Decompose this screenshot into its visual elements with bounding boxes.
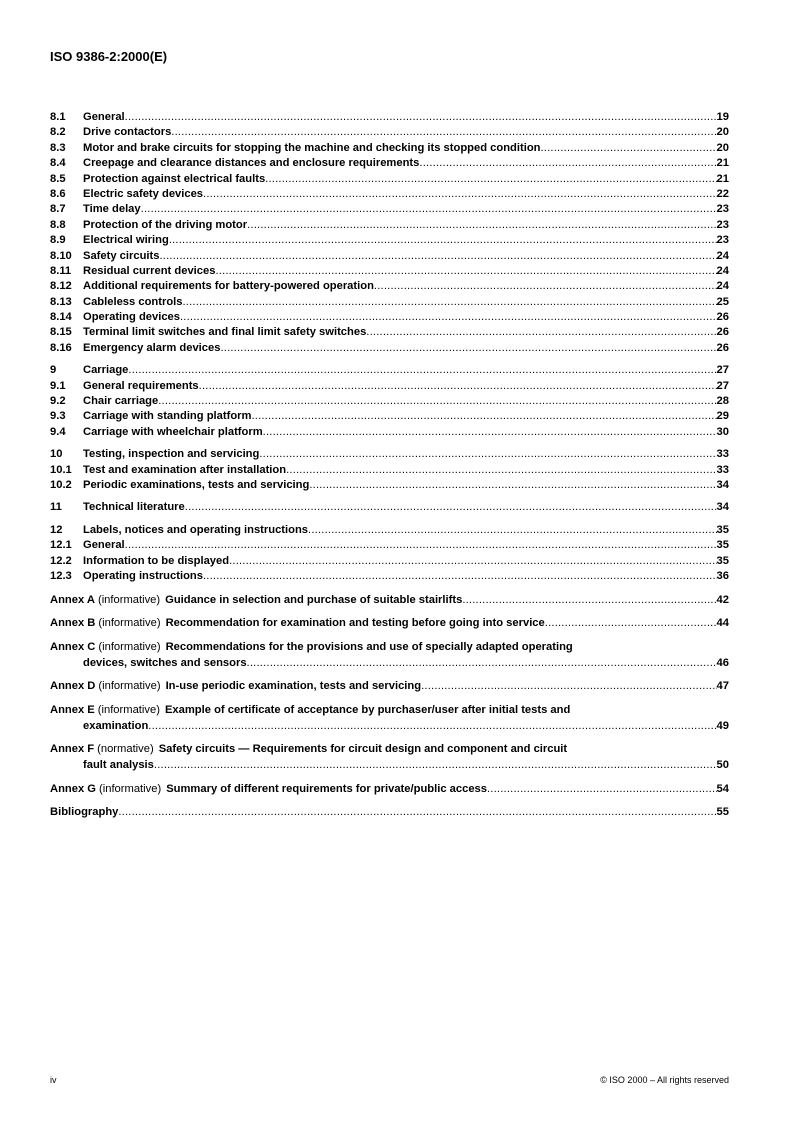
toc-entry-title: Labels, notices and operating instructions <box>83 523 309 536</box>
dot-leader <box>158 394 716 409</box>
toc-entry-title: Emergency alarm devices <box>83 341 221 354</box>
toc-entry-title: Information to be displayed <box>83 554 230 567</box>
dot-leader <box>128 363 716 378</box>
toc-entry-page: 22 <box>716 187 729 200</box>
toc-entry-number: 9 <box>50 364 57 377</box>
toc-entry[interactable] <box>50 156 729 171</box>
annex-label: Annex A <box>50 593 95 606</box>
toc-entry-title: Operating devices <box>83 311 180 324</box>
toc-entry[interactable] <box>50 379 729 394</box>
document-header-title: ISO 9386-2:2000(E) <box>50 49 168 64</box>
toc-entry[interactable] <box>50 463 729 478</box>
dot-leader <box>199 379 717 394</box>
dot-leader <box>247 218 716 233</box>
dot-leader <box>118 804 716 820</box>
toc-entry-page: 27 <box>716 379 729 392</box>
toc-entry-number: 9.3 <box>50 410 66 423</box>
toc-entry[interactable] <box>50 500 729 515</box>
toc-entry-page: 20 <box>716 126 729 139</box>
toc-entry-number: 11 <box>50 501 62 514</box>
dot-leader <box>154 757 717 773</box>
toc-entry-number: 8.16 <box>50 341 72 354</box>
dot-leader <box>419 156 716 171</box>
toc-entry-number: 12.2 <box>50 554 72 567</box>
toc-entry-number: 12 <box>50 523 63 536</box>
toc-entry-title: Creepage and clearance distances and enclosure requirements <box>83 157 420 170</box>
toc-entry-page: 54 <box>716 782 729 795</box>
annex-type: (informative) <box>99 782 162 795</box>
dot-leader <box>185 500 717 515</box>
dot-leader <box>215 264 716 279</box>
toc-entry-line <box>50 678 729 694</box>
toc-entry-page: 35 <box>716 539 729 552</box>
toc-entry[interactable] <box>50 341 729 356</box>
toc-entry-title: Electrical wiring <box>83 234 169 247</box>
toc-entry-title: Protection of the driving motor <box>83 218 248 231</box>
toc-entry-title: Cableless controls <box>83 295 183 308</box>
toc-entry-title: Technical literature <box>83 501 185 514</box>
footer-copyright: © ISO 2000 – All rights reserved <box>600 1075 729 1085</box>
dot-leader <box>125 538 717 553</box>
toc-entry[interactable] <box>50 295 729 310</box>
toc-entry-page: 30 <box>716 425 729 438</box>
toc-entry-page: 33 <box>716 463 729 476</box>
dot-leader <box>148 718 716 734</box>
toc-entry-page: 27 <box>716 364 729 377</box>
toc-entry-title: Safety circuits — Requirements for circuit design and component and circuit <box>158 743 568 756</box>
toc-entry-page: 25 <box>716 295 729 308</box>
toc-entry-title: General requirements <box>83 379 199 392</box>
dot-leader <box>169 233 717 248</box>
toc-entry-title: Periodic examinations, tests and servicing <box>83 478 310 491</box>
toc-entry-number: 8.10 <box>50 249 72 262</box>
toc-entry-number: 9.4 <box>50 425 66 438</box>
dot-leader <box>180 310 717 325</box>
toc-entry[interactable] <box>50 363 729 378</box>
annex-type: (informative) <box>98 617 161 630</box>
toc-entry[interactable] <box>50 264 729 279</box>
toc-bibliography-entry[interactable] <box>50 804 729 820</box>
toc-entry-number: 8.4 <box>50 157 66 170</box>
toc-entry[interactable] <box>50 523 729 538</box>
toc-entry-page: 33 <box>716 448 729 461</box>
toc-annex-entry[interactable] <box>50 781 729 797</box>
toc-entry-page: 23 <box>716 218 729 231</box>
dot-leader <box>308 523 717 538</box>
toc-annex-entry[interactable] <box>50 592 729 608</box>
annex-label: Annex C <box>50 640 96 653</box>
toc-entry-page: 46 <box>716 656 729 669</box>
dot-leader <box>247 655 717 671</box>
toc-entry-page: 21 <box>716 172 729 185</box>
toc-entry-page: 24 <box>716 249 729 262</box>
toc-entry-title: Summary of different requirements for private/public access <box>166 782 487 795</box>
dot-leader <box>141 202 717 217</box>
dot-leader <box>159 249 716 264</box>
toc-entry-title: devices, switches and sensors <box>83 656 247 669</box>
toc-entry-title: Residual current devices <box>83 264 216 277</box>
toc-entry-line <box>50 655 729 671</box>
toc-section-group <box>50 523 729 585</box>
annex-label: Annex D <box>50 680 96 693</box>
table-of-contents <box>50 110 729 820</box>
toc-entry-line <box>50 804 729 820</box>
dot-leader <box>182 295 716 310</box>
toc-entry-page: 42 <box>716 593 729 606</box>
toc-entry-title: Example of certificate of acceptance by purchaser/user after initial tests and <box>164 703 571 716</box>
dot-leader <box>421 678 716 694</box>
toc-entry-number: 8.5 <box>50 172 66 185</box>
toc-section-group <box>50 110 729 356</box>
dot-leader <box>487 781 717 797</box>
toc-entry-title: Test and examination after installation <box>83 463 287 476</box>
toc-entry[interactable] <box>50 325 729 340</box>
toc-entry-line <box>50 718 729 734</box>
toc-entry-page: 47 <box>716 680 729 693</box>
toc-entry[interactable] <box>50 425 729 440</box>
toc-entry-line <box>50 592 729 608</box>
toc-entry-number: 8.12 <box>50 280 72 293</box>
toc-section-group <box>50 363 729 440</box>
toc-entry-page: 24 <box>716 280 729 293</box>
toc-entry[interactable] <box>50 394 729 409</box>
toc-annex-entry[interactable] <box>50 615 729 631</box>
toc-entry-line <box>50 741 729 757</box>
toc-entry-number: 8.2 <box>50 126 66 139</box>
annex-label: Annex G <box>50 782 97 795</box>
toc-entry-page: 23 <box>716 234 729 247</box>
annex-type: (informative) <box>97 593 161 606</box>
toc-entry-number: 8.15 <box>50 326 72 339</box>
toc-entry[interactable] <box>50 110 729 125</box>
toc-entry-line <box>50 639 729 655</box>
toc-entry-number: 9.2 <box>50 395 66 408</box>
toc-entry-page: 20 <box>716 141 729 154</box>
toc-annex-entry[interactable] <box>50 678 729 694</box>
dot-leader <box>374 279 717 294</box>
toc-entry-line <box>50 702 729 718</box>
toc-annex-entry[interactable] <box>50 639 729 671</box>
toc-entry-page: 24 <box>716 264 729 277</box>
toc-entry-title: Guidance in selection and purchase of suitable stairlifts <box>165 593 463 606</box>
toc-annex-entry[interactable] <box>50 702 729 734</box>
toc-entry-page: 21 <box>716 157 729 170</box>
dot-leader <box>366 325 716 340</box>
toc-entry-number: 10 <box>50 448 63 461</box>
toc-entry-page: 26 <box>716 341 729 354</box>
toc-entry-title: General <box>83 111 125 123</box>
toc-entry[interactable] <box>50 478 729 493</box>
toc-section-group <box>50 500 729 515</box>
toc-entry[interactable] <box>50 409 729 424</box>
toc-entry-number: 8.6 <box>50 187 66 200</box>
toc-entry-line <box>50 781 729 797</box>
toc-entry-title: In-use periodic examination, tests and servicing <box>165 680 422 693</box>
toc-entry-page: 44 <box>716 617 729 630</box>
toc-entry-title: General <box>83 539 125 552</box>
toc-entry-page: 29 <box>716 410 729 423</box>
footer-page-number: iv <box>50 1075 57 1085</box>
annex-type: (informative) <box>98 680 161 693</box>
annex-label: Annex E <box>50 703 95 716</box>
toc-entry-title: Carriage with wheelchair platform <box>83 425 263 438</box>
toc-entry[interactable] <box>50 249 729 264</box>
toc-entry-page: 23 <box>716 203 729 216</box>
toc-entry-number: 10.2 <box>50 478 72 491</box>
dot-leader <box>259 447 716 462</box>
toc-entry-line <box>50 615 729 631</box>
dot-leader <box>541 141 717 156</box>
toc-entry-title: examination <box>83 719 149 732</box>
annex-type: (informative) <box>97 703 160 716</box>
toc-entry-page: 49 <box>716 719 729 732</box>
toc-section-group <box>50 447 729 493</box>
toc-entry-page: 55 <box>716 806 729 819</box>
toc-entry-page: 26 <box>716 311 729 324</box>
toc-entry-number: 8.9 <box>50 234 66 247</box>
toc-entry-title: Recommendation for examination and testing before going into service <box>165 617 545 630</box>
toc-entry[interactable] <box>50 187 729 202</box>
toc-entry-title: Electric safety devices <box>83 187 204 200</box>
dot-leader <box>171 125 716 140</box>
toc-entry-title: Drive contactors <box>83 126 172 139</box>
toc-entry-title: Recommendations for the provisions and use of specially adapted operating <box>165 640 573 653</box>
toc-entry-page: 34 <box>716 478 729 491</box>
toc-entry[interactable] <box>50 202 729 217</box>
toc-entry-page: 28 <box>716 395 729 408</box>
toc-entry-page: 34 <box>716 501 729 514</box>
toc-entry-title: Operating instructions <box>83 569 203 582</box>
toc-entry-number: 12.3 <box>50 569 72 582</box>
dot-leader <box>229 554 716 569</box>
toc-entry-title: Motor and brake circuits for stopping the machine and checking its stopped condition <box>83 141 541 154</box>
dot-leader <box>203 569 717 584</box>
dot-leader <box>545 615 717 631</box>
toc-entry-number: 8.11 <box>50 264 72 277</box>
toc-entry-title: Carriage with standing platform <box>83 410 252 423</box>
toc-entry-title: Chair carriage <box>83 395 159 408</box>
dot-leader <box>251 409 716 424</box>
toc-entry-number: 8.13 <box>50 295 72 308</box>
dot-leader <box>220 341 716 356</box>
toc-entry[interactable] <box>50 447 729 462</box>
dot-leader <box>265 172 716 187</box>
toc-entry[interactable] <box>50 218 729 233</box>
dot-leader <box>263 425 717 440</box>
toc-entry-line <box>50 757 729 773</box>
dot-leader <box>462 592 716 608</box>
toc-entry-number: 10.1 <box>50 463 72 476</box>
toc-entry-page: 35 <box>716 554 729 567</box>
toc-entry-title: Testing, inspection and servicing <box>83 448 260 461</box>
toc-entry-title: fault analysis <box>83 759 154 772</box>
annex-label: Annex F <box>50 743 95 756</box>
toc-annex-entry[interactable] <box>50 741 729 773</box>
toc-entry-number: 12.1 <box>50 539 72 552</box>
toc-entry-number: 8.3 <box>50 141 66 154</box>
toc-entry-page: 36 <box>716 569 729 582</box>
toc-entry-title: Safety circuits <box>83 249 160 262</box>
toc-entry-number: 9.1 <box>50 379 66 392</box>
toc-entry-number: 8.7 <box>50 203 66 216</box>
toc-entry-title: Protection against electrical faults <box>83 172 266 185</box>
toc-entry-page: 19 <box>716 111 729 123</box>
dot-leader <box>286 463 716 478</box>
dot-leader <box>125 110 717 125</box>
toc-entry-title: Carriage <box>83 364 129 377</box>
toc-entry[interactable] <box>50 172 729 187</box>
annex-label: Annex B <box>50 617 96 630</box>
toc-entry[interactable] <box>50 125 729 140</box>
toc-entry[interactable] <box>50 233 729 248</box>
toc-entry-title: Additional requirements for battery-powered operation <box>83 280 374 293</box>
toc-entry[interactable] <box>50 569 729 584</box>
toc-entry-number: 8.8 <box>50 218 66 231</box>
toc-entry-number: 8.14 <box>50 311 72 324</box>
dot-leader <box>309 478 716 493</box>
toc-entry[interactable] <box>50 141 729 156</box>
toc-entry-title: Bibliography <box>50 806 119 819</box>
dot-leader <box>203 187 717 202</box>
toc-entry[interactable] <box>50 279 729 294</box>
toc-entry[interactable] <box>50 554 729 569</box>
annex-type: (normative) <box>97 743 154 756</box>
toc-entry-title: Terminal limit switches and final limit safety switches <box>83 326 367 339</box>
toc-entry[interactable] <box>50 310 729 325</box>
toc-entry-page: 35 <box>716 523 729 536</box>
toc-entry-page: 26 <box>716 326 729 339</box>
toc-entry-title: Time delay <box>83 203 141 216</box>
annex-type: (informative) <box>98 640 161 653</box>
toc-entry-number: 8.1 <box>50 111 66 123</box>
toc-entry-page: 50 <box>716 759 729 772</box>
toc-entry[interactable] <box>50 538 729 553</box>
